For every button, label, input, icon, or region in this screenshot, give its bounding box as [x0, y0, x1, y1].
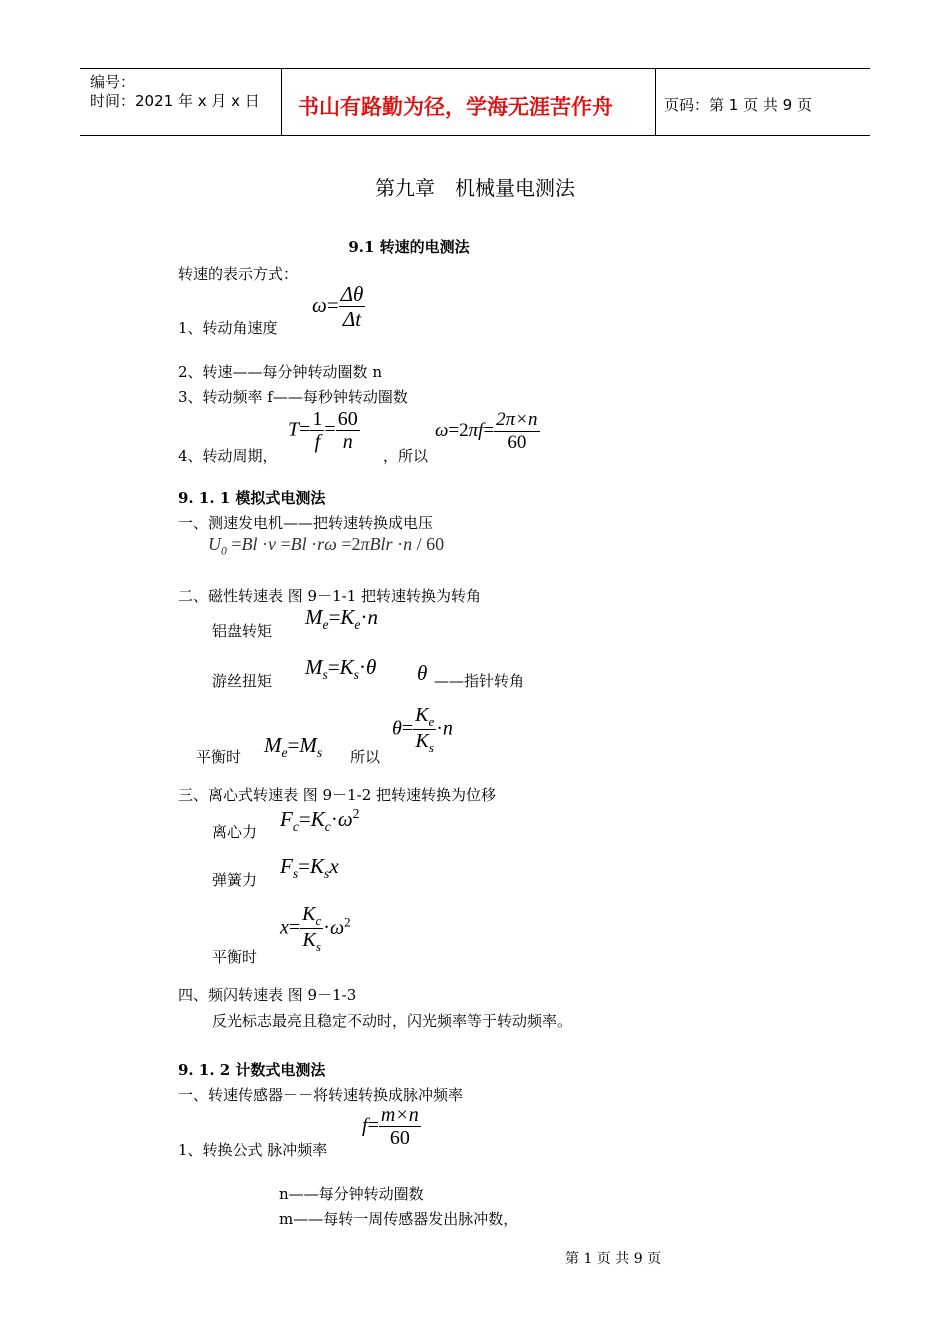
pointer-angle-label: ——指针转角: [434, 672, 525, 690]
formula-omega: ω= $\frac{\Delta\theta}{\Delta t}$: [312, 282, 364, 332]
section-9-1-2-heading: 9. 1. 2 计数式电测法: [178, 1061, 326, 1079]
section-9-1-1-heading: 9. 1. 1 模拟式电测法: [178, 489, 326, 507]
stroboscopic-tachometer-text: 四、频闪转速表 图 9－1-3: [178, 986, 357, 1004]
so-label: 所以: [350, 748, 381, 766]
item-rpm: 2、转速——每分钟转动圈数 n: [178, 363, 382, 381]
tachogenerator-text: 一、测速发电机——把转速转换成电压: [178, 514, 434, 532]
centrifugal-tachometer-text: 三、离心式转速表 图 9－1-2 把转速转换为位移: [178, 786, 497, 804]
header-top-border: [80, 68, 870, 69]
conversion-formula-label: 1、转换公式 脉冲频率: [178, 1141, 328, 1159]
formula-generator-voltage: $U_0 =Bl \cdot v =Bl \cdot r\omega =2\pi Blr \cdot n / 60$: [208, 534, 445, 558]
item-period: 4、转动周期，: [178, 447, 278, 465]
rotation-intro: 转速的表示方式：: [178, 265, 299, 283]
page-footer: 第 1 页 共 9 页: [565, 1251, 662, 1267]
balance-label-2: 平衡时: [212, 948, 258, 966]
stroboscopic-description: 反光标志最亮且稳定不动时，闪光频率等于转动频率。: [212, 1012, 573, 1030]
item-period-so: ，所以: [383, 447, 429, 465]
m-definition: m——每转一周传感器发出脉冲数，: [279, 1210, 519, 1228]
balance-label-1: 平衡时: [196, 748, 242, 766]
formula-period: T= $\frac{1}{f}$ = $\frac{60}{n}$: [288, 408, 358, 453]
header-motto: 书山有路勤为径，学海无涯苦作舟: [298, 95, 613, 119]
formula-pulse-frequency: f= $\frac{m\times n}{60}$: [362, 1104, 419, 1149]
n-definition: n——每分钟转动圈数: [279, 1185, 424, 1203]
centrifugal-force-label: 离心力: [212, 823, 258, 841]
formula-theta-result: θ= $\frac{K_e}{K_s}$ ·n: [392, 704, 453, 756]
formula-centrifugal-force: $F_c=K_c\cdot\omega^2$: [280, 806, 360, 835]
spring-force-label: 弹簧力: [212, 871, 258, 889]
theta-symbol: θ: [417, 661, 428, 685]
section-9-1-heading: 9.1 转速的电测法: [348, 238, 470, 256]
formula-disk-torque: $M_e=K_e\cdot n$: [305, 605, 378, 633]
header-bottom-border: [80, 135, 870, 136]
item-angular-velocity: 1、转动角速度: [178, 319, 278, 337]
formula-spring-force: $F_s=K_sx$: [280, 854, 339, 882]
header-page: 页码：第 1 页 共 9 页: [664, 96, 812, 114]
magnetic-tachometer-text: 二、磁性转速表 图 9－1-1 把转速转换为转角: [178, 587, 482, 605]
disk-torque-label: 铝盘转矩: [212, 622, 273, 640]
hairspring-torque-label: 游丝扭矩: [212, 672, 273, 690]
header-divider-right: [655, 68, 656, 136]
header-time: 时间：2021 年 x 月 x 日: [90, 92, 260, 110]
item-frequency: 3、转动频率 f——每秒钟转动圈数: [178, 388, 408, 406]
formula-displacement: x= $\frac{K_c}{K_s}$ $\cdot\omega^2$: [280, 903, 351, 955]
chapter-title: 第九章 机械量电测法: [375, 176, 575, 200]
formula-hairspring-torque: $M_s=K_s\cdot\theta$: [305, 655, 377, 683]
formula-balance-torque: $M_e=M_s$: [264, 733, 323, 761]
speed-sensor-text: 一、转速传感器－－将转速转换成脉冲频率: [178, 1086, 464, 1104]
header-number: 编号：: [90, 73, 136, 91]
formula-omega-2pif: ω=2πf= $\frac{2\pi\times n}{60}$: [435, 409, 538, 453]
header-divider-left: [281, 68, 282, 136]
